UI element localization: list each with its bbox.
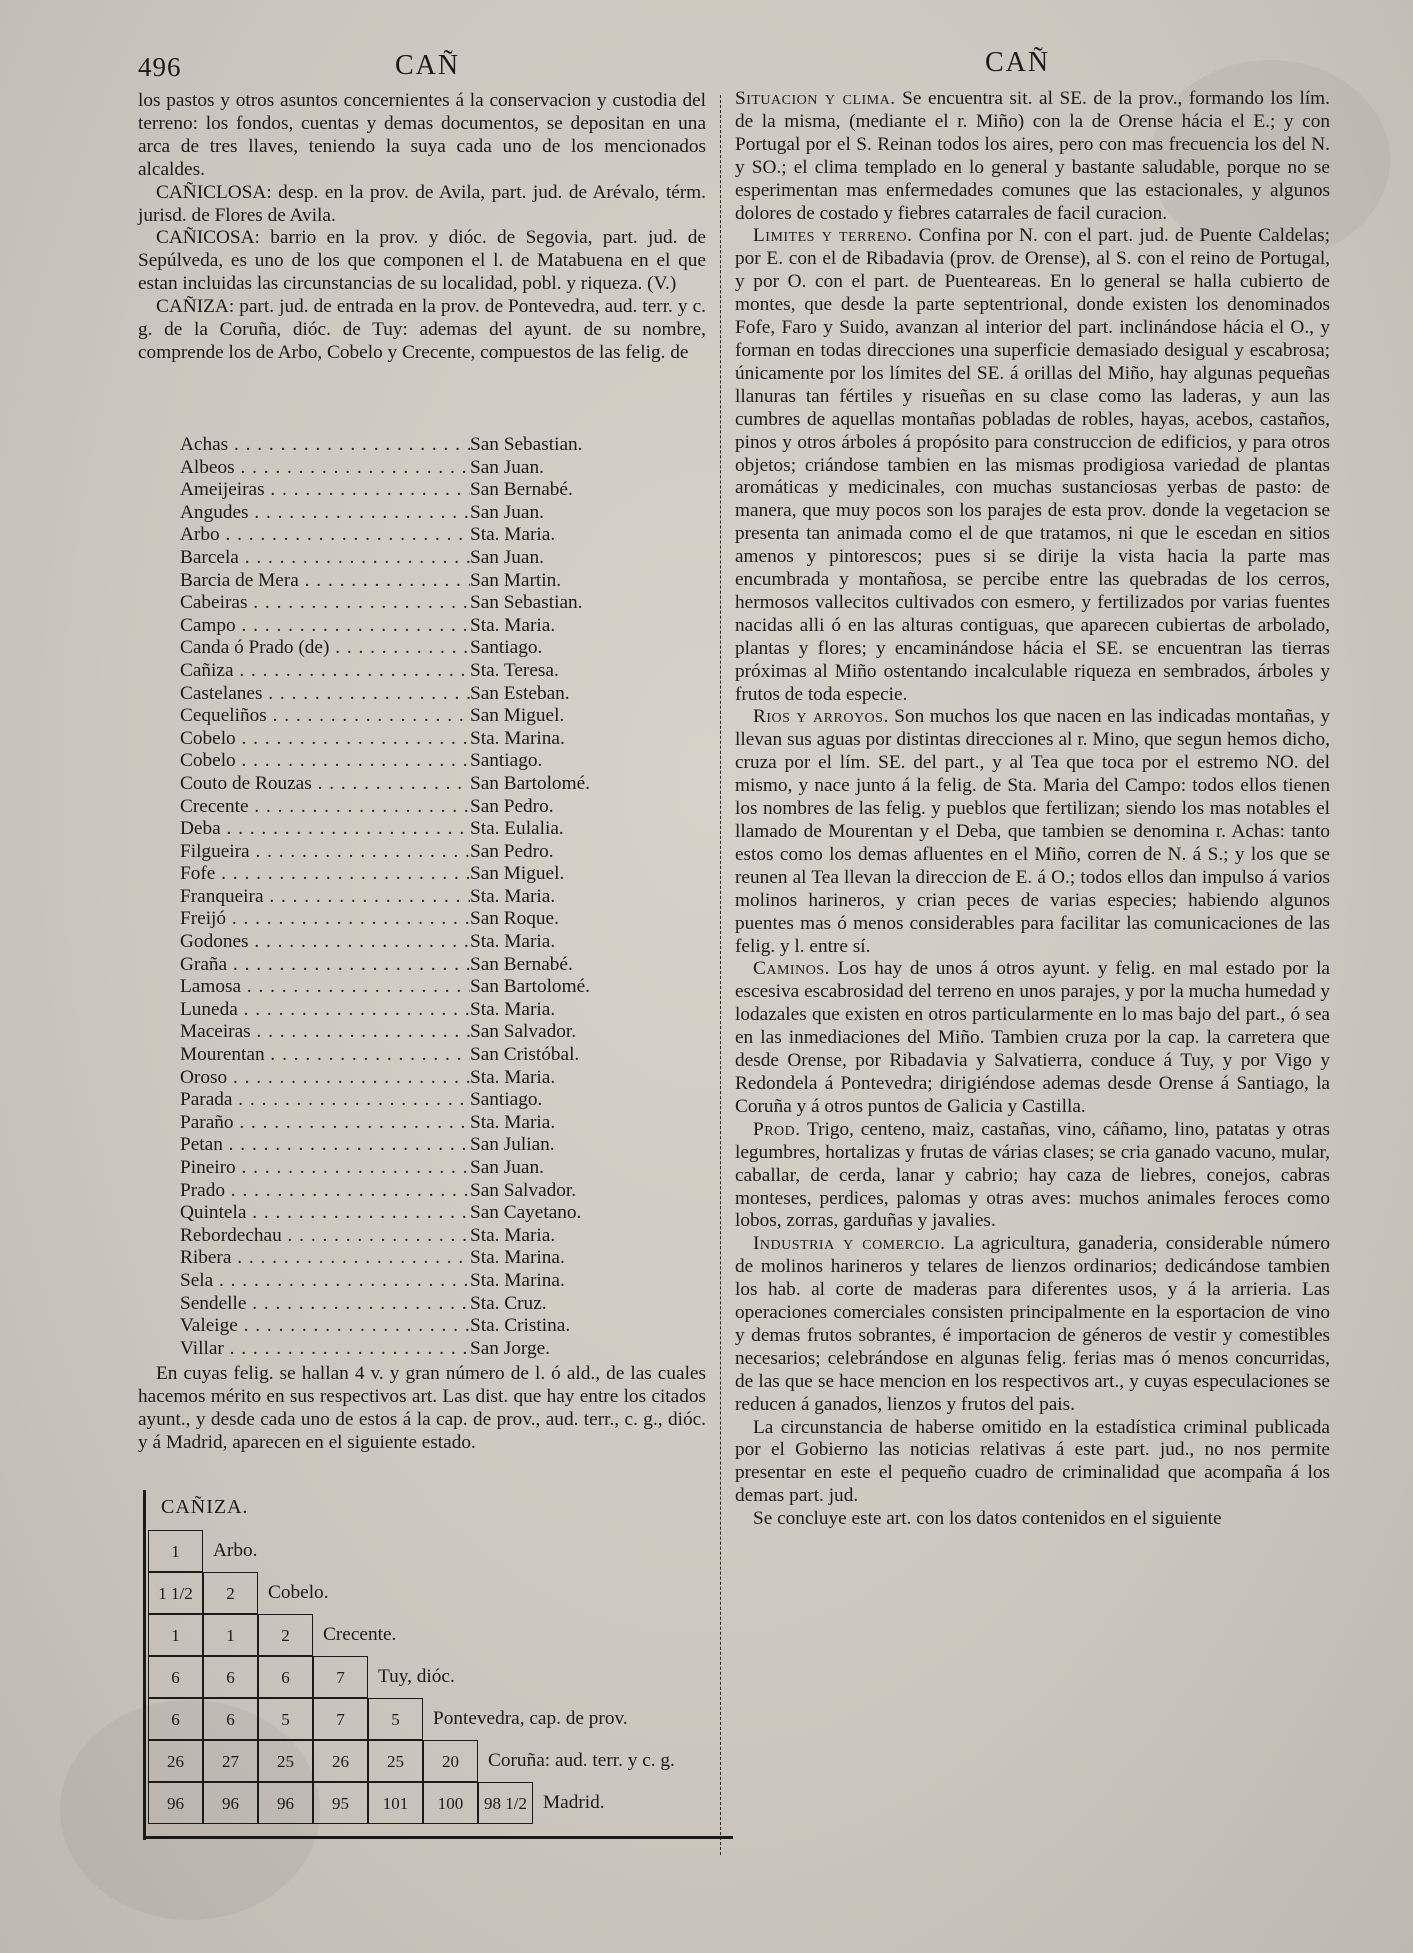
- section-heading: Prod.: [753, 1118, 801, 1140]
- feligresia-name: Quintela . . .: [180, 1202, 470, 1225]
- feligresia-row: [180, 1134, 620, 1157]
- intro-paragraph: los pastos y otros asuntos concernientes á la conservacion y custodia del terreno: los fondos, cuentas y demas documentos, se depositan en una arca de tres llaves, teniendo la suya cada uno de los mencionados alcaldes.: [138, 90, 706, 180]
- table-left-rule: [143, 1490, 146, 1840]
- feligresia-name: Freijó . . .: [180, 908, 470, 931]
- feligresia-row: [180, 1225, 620, 1248]
- after-list-paragraph: [138, 1363, 706, 1455]
- feligresia-row: [180, 931, 620, 954]
- distance-cell: 1: [203, 1614, 258, 1656]
- feligresia-row: [180, 954, 620, 977]
- section-body: La agricultura, ganaderia, considerable número de molinos harineros y telares de lienzos ordinarios; dedicándose tambien los hab. al corte de maderas para diferentes usos, y á la arrieria. Las operaciones comerciales consisten principalmente en la esportacion de vino y demas frutos sobrantes, é importacion de géneros de vestir y comestibles necesarios; celebrándose en algunas felig. ferias mas ó menos concurridas, de las que se hace mencion en los respectivos art., y cuyas especulaciones se reducen á ganados, lienzos y frutos del pais.: [735, 1233, 1330, 1415]
- feligresia-saint: Santiago.: [470, 637, 543, 659]
- feligresia-saint: San Miguel.: [470, 705, 565, 727]
- feligresia-name: Pineiro . . .: [180, 1157, 470, 1180]
- feligresia-saint: San Cayetano.: [470, 1202, 582, 1224]
- feligresia-name: Angudes . . .: [180, 502, 470, 525]
- distance-cell: 95: [313, 1782, 368, 1824]
- feligresia-row: [180, 1338, 620, 1361]
- feligresia-saint: Sta. Marina.: [470, 1247, 565, 1269]
- section-body: Son muchos los que nacen en las indicadas montañas, y llevan sus aguas por distintas direcciones al r. Mino, que segun hemos dicho, cruza por el lím. SE. del part., y al Tea que toca por el estremo NO. del mismo, y nace junto á la felig. de Sta. Maria del Campo: todos ellos tienen los nombres de las felig. y pueblos que fertilizan; siendo los mas notables el llamado de Mourentan y el Deba, que tambien se denomina r. Achas: tanto estos como los demas afluentes en el Miño, corren de N. á S.; y los que se reunen al Tea llevan la direccion de E. á O.; todos ellos dan impulso á varios molinos harineros, y crian peces de varias especies; habiendo algunos puentes mas ó menos considerables para facilitar las comunicaciones de las felig. y l. entre sí.: [735, 706, 1330, 957]
- feligresia-saint: San Juan.: [470, 501, 544, 523]
- feligresia-name: Crecente . . .: [180, 796, 470, 819]
- distance-row-label: Madrid.: [543, 1792, 605, 1813]
- distance-cell: 2: [203, 1572, 258, 1614]
- distance-row-label: Pontevedra, cap. de prov.: [433, 1708, 628, 1729]
- feligresia-row: [180, 547, 620, 570]
- feligresia-row: [180, 479, 620, 502]
- feligresia-name: Deba . . .: [180, 818, 470, 841]
- feligresia-saint: San Pedro.: [470, 795, 554, 817]
- feligresia-name: Fofe . . .: [180, 863, 470, 886]
- feligresia-saint: San Cristóbal.: [470, 1044, 580, 1066]
- feligresias-list: [180, 434, 620, 1360]
- feligresia-saint: Sta. Cristina.: [470, 1315, 571, 1337]
- feligresia-saint: San Juan.: [470, 1157, 544, 1178]
- feligresia-name: Villar . . .: [180, 1338, 470, 1361]
- section-heading: Limites y terreno.: [753, 225, 913, 247]
- distance-cell: 6: [148, 1656, 203, 1698]
- distance-cell: 26: [313, 1740, 368, 1782]
- distance-row-label: Cobelo.: [268, 1582, 329, 1603]
- left-running-head: CAÑ: [395, 50, 461, 81]
- feligresia-row: [180, 976, 620, 999]
- feligresia-name: Mourentan . . .: [180, 1044, 470, 1067]
- feligresia-saint: San Julian.: [470, 1134, 555, 1156]
- feligresia-name: Couto de Rouzas . . .: [180, 773, 470, 796]
- page-number: 496: [138, 52, 182, 82]
- industria-paragraph: [735, 1233, 1330, 1416]
- feligresia-saint: Sta. Eulalia.: [470, 818, 564, 840]
- feligresia-saint: Santiago.: [470, 750, 543, 772]
- table-title: CAÑIZA.: [161, 1496, 249, 1518]
- distance-cell: 96: [258, 1782, 313, 1824]
- feligresia-saint: Sta. Maria.: [470, 524, 556, 546]
- distance-cell: 1 1/2: [148, 1572, 203, 1614]
- right-column: [735, 88, 1330, 1531]
- section-heading: Rios y arroyos.: [753, 706, 889, 728]
- entry-caniclosa: CAÑICLOSA: desp. en la prov. de Avila, part. jud. de Arévalo, térm. jurisd. de Flores de Avila.: [138, 181, 706, 226]
- feligresia-name: Castelanes . . .: [180, 683, 470, 706]
- feligresia-row: [180, 683, 620, 706]
- feligresia-name: Petan . . .: [180, 1134, 470, 1157]
- feligresia-name: Prado . . .: [180, 1180, 470, 1203]
- feligresia-row: [180, 524, 620, 547]
- feligresia-saint: San Juan.: [470, 456, 544, 478]
- feligresia-saint: Sta. Cruz.: [470, 1292, 547, 1314]
- distance-row-label: Coruña: aud. terr. y c. g.: [488, 1750, 675, 1771]
- section-heading: Caminos.: [753, 958, 830, 980]
- distances-intro: En cuyas felig. se hallan 4 v. y gran número de l. ó ald., de las cuales hacemos mérito en sus respectivos art. Las dist. que hay entre los citados ayunt., y desde cada uno de estos á la cap. de prov., aud. terr., c. g., dióc. y á Madrid, aparecen en el siguiente estado.: [138, 1363, 706, 1453]
- feligresia-row: [180, 637, 620, 660]
- feligresia-saint: San Salvador.: [470, 1179, 577, 1201]
- feligresia-saint: Sta. Maria.: [470, 614, 556, 636]
- feligresia-saint: San Miguel.: [470, 863, 565, 885]
- feligresia-name: Rebordechau . . .: [180, 1225, 470, 1248]
- feligresia-row: [180, 886, 620, 909]
- feligresia-name: Cobelo . . .: [180, 750, 470, 773]
- feligresia-saint: San Jorge.: [470, 1337, 550, 1359]
- feligresia-row: [180, 592, 620, 615]
- feligresia-row: [180, 457, 620, 480]
- feligresia-name: Cequeliños . . .: [180, 705, 470, 728]
- feligresia-row: [180, 570, 620, 593]
- feligresia-name: Paraño . . .: [180, 1112, 470, 1135]
- feligresia-saint: San Roque.: [470, 908, 559, 930]
- distance-cell: 7: [313, 1698, 368, 1740]
- distance-cell: 2: [258, 1614, 313, 1656]
- feligresia-row: [180, 908, 620, 931]
- prod-paragraph: [735, 1119, 1330, 1234]
- feligresia-name: Maceiras . . .: [180, 1021, 470, 1044]
- feligresia-saint: Santiago.: [470, 1089, 543, 1111]
- feligresia-name: Albeos . . .: [180, 457, 470, 480]
- feligresia-row: [180, 660, 620, 683]
- feligresia-row: [180, 1293, 620, 1316]
- entry-caniza: CAÑIZA: part. jud. de entrada en la prov. de Pontevedra, aud. terr. y c. g. de la Coruña, dióc. de Tuy: ademas del ayunt. de su nombre, comprende los de Arbo, Cobelo y Crecente, compuestos de las felig. de: [138, 296, 706, 363]
- feligresia-saint: San Bartolomé.: [470, 976, 590, 998]
- feligresia-saint: San Bernabé.: [470, 953, 573, 975]
- feligresia-name: Luneda . . .: [180, 999, 470, 1022]
- distance-table: [143, 1490, 733, 1840]
- distance-cell: 98 1/2: [478, 1782, 533, 1824]
- distance-cell: 96: [148, 1782, 203, 1824]
- distance-cell: 5: [368, 1698, 423, 1740]
- distance-cell: 6: [258, 1656, 313, 1698]
- feligresia-name: Sela . . .: [180, 1270, 470, 1293]
- section-body: Se encuentra sit. al SE. de la prov., formando los lím. de la misma, (mediante el r. Miño) con la de Orense hácia el E.; y con Portugal por el S. Reinan todos los aires, pero con mas frecuencia los del N. y SO.; el clima templado en lo general y bastante saludable, porque no se esperimentan mas enfermedades comunes que las estacionales, y algunos dolores de costado y fiebres catarrales de facil curacion.: [735, 88, 1330, 224]
- feligresia-saint: Sta. Maria.: [470, 1224, 556, 1246]
- distance-cell: 25: [368, 1740, 423, 1782]
- feligresia-row: [180, 1315, 620, 1338]
- feligresia-saint: San Pedro.: [470, 840, 554, 862]
- distance-cell: 1: [148, 1530, 203, 1572]
- situacion-paragraph: [735, 88, 1330, 225]
- feligresia-row: [180, 1180, 620, 1203]
- feligresia-saint: Sta. Marina.: [470, 727, 565, 749]
- feligresia-name: Cañiza . . .: [180, 660, 470, 683]
- distance-row-label: Tuy, dióc.: [378, 1666, 455, 1687]
- feligresia-name: Oroso . . .: [180, 1067, 470, 1090]
- section-heading: Situacion y clima.: [735, 88, 896, 109]
- feligresia-saint: San Sebastian.: [470, 592, 583, 614]
- section-body: Los hay de unos á otros ayunt. y felig. en mal estado por la escesiva escabrosidad del terreno en unos parajes, y por la mucha humedad y lodazales que existen en otros particularmente en lo mas bajo del part., ó sea en las inmediaciones del Miño. Tambien cruza por la cap. la carretera que desde Orense, por Ribadavia y Salvatierra, conduce á Tuy, y por Vigo y Redondela á Pontevedra; dirigiéndose ademas desde Orense á Santiago, la Coruña y á otros puntos de Galicia y Castilla.: [735, 958, 1330, 1117]
- distance-cell: 1: [148, 1614, 203, 1656]
- feligresia-name: Cabeiras . . .: [180, 592, 470, 615]
- feligresia-saint: Sta. Maria.: [470, 885, 556, 907]
- feligresia-saint: Sta. Maria.: [470, 1111, 556, 1133]
- distance-cell: 20: [423, 1740, 478, 1782]
- feligresia-saint: Sta. Maria.: [470, 931, 556, 953]
- feligresia-row: [180, 1089, 620, 1112]
- feligresia-name: Ribera . . .: [180, 1247, 470, 1270]
- feligresia-row: [180, 1202, 620, 1225]
- feligresia-row: [180, 999, 620, 1022]
- feligresia-name: Achas . . .: [180, 434, 470, 457]
- feligresia-row: [180, 863, 620, 886]
- distance-cell: 6: [203, 1656, 258, 1698]
- feligresia-row: [180, 705, 620, 728]
- distance-cell: 101: [368, 1782, 423, 1824]
- feligresia-saint: San Juan.: [470, 546, 544, 568]
- distance-row-label: Arbo.: [213, 1540, 258, 1561]
- feligresia-row: [180, 1044, 620, 1067]
- feligresia-row: [180, 750, 620, 773]
- feligresia-name: Ameijeiras . . .: [180, 479, 470, 502]
- feligresia-saint: San Sebastian.: [470, 434, 583, 455]
- feligresia-saint: Sta. Maria.: [470, 998, 556, 1020]
- conclude-paragraph: Se concluye este art. con los datos contenidos en el siguiente: [753, 1508, 1222, 1530]
- distance-cell: 27: [203, 1740, 258, 1782]
- section-heading: Industria y comercio.: [753, 1233, 946, 1255]
- feligresia-row: [180, 1270, 620, 1293]
- feligresia-name: Campo . . .: [180, 615, 470, 638]
- feligresia-row: [180, 502, 620, 525]
- feligresia-name: Franqueira . . .: [180, 886, 470, 909]
- feligresia-row: [180, 728, 620, 751]
- feligresia-row: [180, 434, 620, 457]
- feligresia-row: [180, 1112, 620, 1135]
- feligresia-saint: San Esteban.: [470, 682, 570, 704]
- feligresia-name: Godones . . .: [180, 931, 470, 954]
- feligresia-saint: Sta. Maria.: [470, 1066, 556, 1088]
- feligresia-name: Valeige . . .: [180, 1315, 470, 1338]
- distance-cell: 26: [148, 1740, 203, 1782]
- feligresia-name: Lamosa . . .: [180, 976, 470, 999]
- feligresia-name: Filgueira . . .: [180, 841, 470, 864]
- feligresia-row: [180, 841, 620, 864]
- right-running-head: CAÑ: [985, 47, 1051, 78]
- feligresia-row: [180, 1067, 620, 1090]
- criminal-paragraph: La circunstancia de haberse omitido en la estadística criminal publicada por el Gobierno las noticias relativas á este part. jud., no nos permite presentar en este el pequeño cuadro de criminalidad que acompaña á los demas part. jud.: [735, 1416, 1330, 1507]
- distance-cell: 25: [258, 1740, 313, 1782]
- feligresia-name: Sendelle . . .: [180, 1293, 470, 1316]
- feligresia-row: [180, 796, 620, 819]
- feligresia-name: Arbo . . .: [180, 524, 470, 547]
- table-bottom-rule: [143, 1836, 733, 1839]
- caminos-paragraph: [735, 958, 1330, 1118]
- feligresia-saint: San Bernabé.: [470, 479, 573, 501]
- section-body: Trigo, centeno, maiz, castañas, vino, cáñamo, lino, patatas y otras legumbres, hortalizas y frutas de várias clases; se cria ganado vacuno, mular, caballar, de cerda, lanar y cabrio; hay caza de liebres, conejos, cabras monteses, perdices, palomas y otras aves: muchos animales feroces como lobos, zorras, garduñas y javalies.: [735, 1118, 1330, 1232]
- feligresia-row: [180, 1247, 620, 1270]
- feligresia-row: [180, 773, 620, 796]
- feligresia-name: Cobelo . . .: [180, 728, 470, 751]
- feligresia-row: [180, 818, 620, 841]
- rios-paragraph: [735, 706, 1330, 958]
- feligresia-saint: San Salvador.: [470, 1021, 577, 1043]
- feligresia-name: Graña . . .: [180, 954, 470, 977]
- feligresia-name: Canda ó Prado (de) . . .: [180, 637, 470, 660]
- distance-cell: 100: [423, 1782, 478, 1824]
- feligresia-name: Parada . . .: [180, 1089, 470, 1112]
- feligresia-saint: Sta. Marina.: [470, 1269, 565, 1291]
- distance-cell: 6: [203, 1698, 258, 1740]
- feligresia-name: Barcia de Mera . . .: [180, 570, 470, 593]
- distance-cell: 7: [313, 1656, 368, 1698]
- distance-row-label: Crecente.: [323, 1624, 397, 1645]
- feligresia-saint: San Martin.: [470, 569, 562, 591]
- section-body: Confina por N. con el part. jud. de Puente Caldelas; por E. con el de Ribadavia (prov. de Orense), al S. con el reino de Portugal, y por O. con el part. de Puenteareas. En lo general se halla cubierto de montes, que desde la parte septentrional, donde existen los denominados Fofe, Faro y Suido, avanzan al interior del part. inclinándose hácia el O., y forman en todas direcciones una superficie demasiado desigual y escabrosa; únicamente por los límites del SE. á orillas del Miño, hay algunas pequeñas llanuras tan fértiles y risueñas en su clase como las laderas, y aun las cumbres de aquellas montañas pobladas de robles, hayas, acebos, castaños, pinos y otros árboles á propósito para construccion de edificios, y para otros objetos; criándose tambien en las mismas prodigiosa variedad de plantas aromáticas y medicinales, con muchas sustanciosas yerbas de pasto: de manera, que muy pocos son los parajes de esta prov. donde la vegetacion se presenta tan animada como el de que tratamos, ni que le escedan en sitios amenos y pintorescos; pues si se dirije la vista hacia la parte mas encumbrada y montañosa, se percibe entre las quebradas de los cerros, hermosos vallecitos cultivados con esmero, y fertilizados por varias fuentes nacidas alli ó en las alturas contiguas, que aparecen cubiertas de arbolado, plantas y flores; y encaminándose hácia el SE. se encuentran las tierras próximas al Miño ostentando incalculable riqueza en sembrados, árboles y frutos de toda especie.: [735, 225, 1330, 705]
- feligresia-name: Barcela . . .: [180, 547, 470, 570]
- feligresia-row: [180, 615, 620, 638]
- limites-paragraph: [735, 225, 1330, 706]
- feligresia-saint: San Bartolomé.: [470, 772, 590, 794]
- distance-cell: 6: [148, 1698, 203, 1740]
- feligresia-row: [180, 1021, 620, 1044]
- feligresia-saint: Sta. Teresa.: [470, 659, 559, 681]
- distance-cell: 96: [203, 1782, 258, 1824]
- distance-cell: 5: [258, 1698, 313, 1740]
- entry-canicosa: CAÑICOSA: barrio en la prov. y dióc. de Segovia, part. jud. de Sepúlveda, es uno de los que componen el l. de Matabuena en el que estan incluidas las circunstancias de su localidad, pobl. y riqueza. (V.): [138, 227, 706, 295]
- feligresia-row: [180, 1157, 620, 1180]
- left-column: [138, 90, 706, 365]
